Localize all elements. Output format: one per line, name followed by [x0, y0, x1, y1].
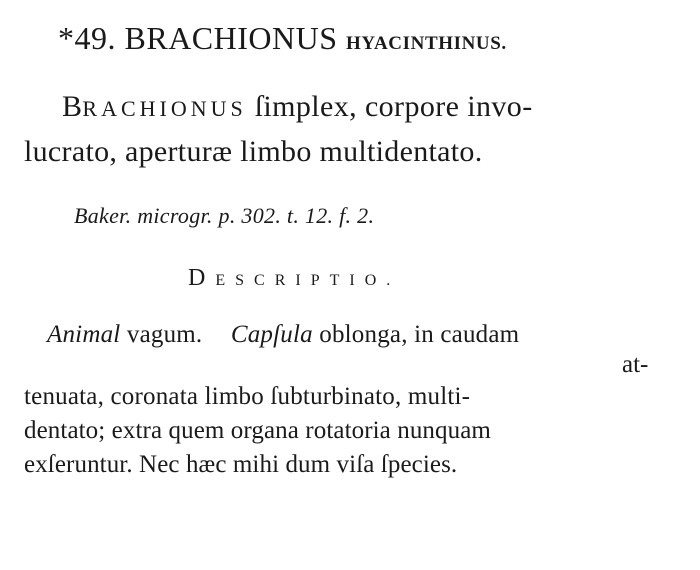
entry-genus: BRACHIONUS: [124, 20, 338, 56]
description-hyphen-carry: at-: [622, 351, 649, 378]
capsula-label: Capſula: [230, 321, 313, 348]
diagnosis-line-2: lucrato, aperturæ limbo multidentato.: [24, 135, 483, 168]
diagnosis-line-1-text: ſimplex, corpore invo-: [254, 90, 533, 123]
description-line-4: exſeruntur. Nec hæc mihi dum viſa ſpecies.: [24, 451, 458, 478]
description-heading-initial: D: [188, 265, 216, 291]
diagnosis-genus-rest: RACHIONUS: [82, 96, 247, 121]
description-line-3: dentato; extra quem organa rotatoria nunquam: [24, 417, 491, 444]
animal-label: Animal: [47, 321, 121, 348]
entry-number: *49.: [58, 20, 116, 56]
animal-text: vagum.: [126, 321, 203, 348]
bibliographic-reference: Baker. microgr. p. 302. t. 12. f. 2.: [74, 203, 375, 228]
capsula-text: oblonga, in caudam: [319, 321, 520, 348]
description-heading-rest: ESCRIPTIO.: [215, 272, 401, 289]
description-line-1: [47, 322, 519, 347]
entry-species: HYACINTHINUS.: [346, 33, 507, 54]
description-line-2: tenuata, coronata limbo ſubturbinato, multi-: [24, 383, 471, 410]
diagnosis-genus-initial: B: [62, 90, 83, 123]
entry-heading: [58, 22, 507, 54]
diagnosis-line-1: [62, 92, 533, 122]
description-heading: [188, 266, 400, 290]
